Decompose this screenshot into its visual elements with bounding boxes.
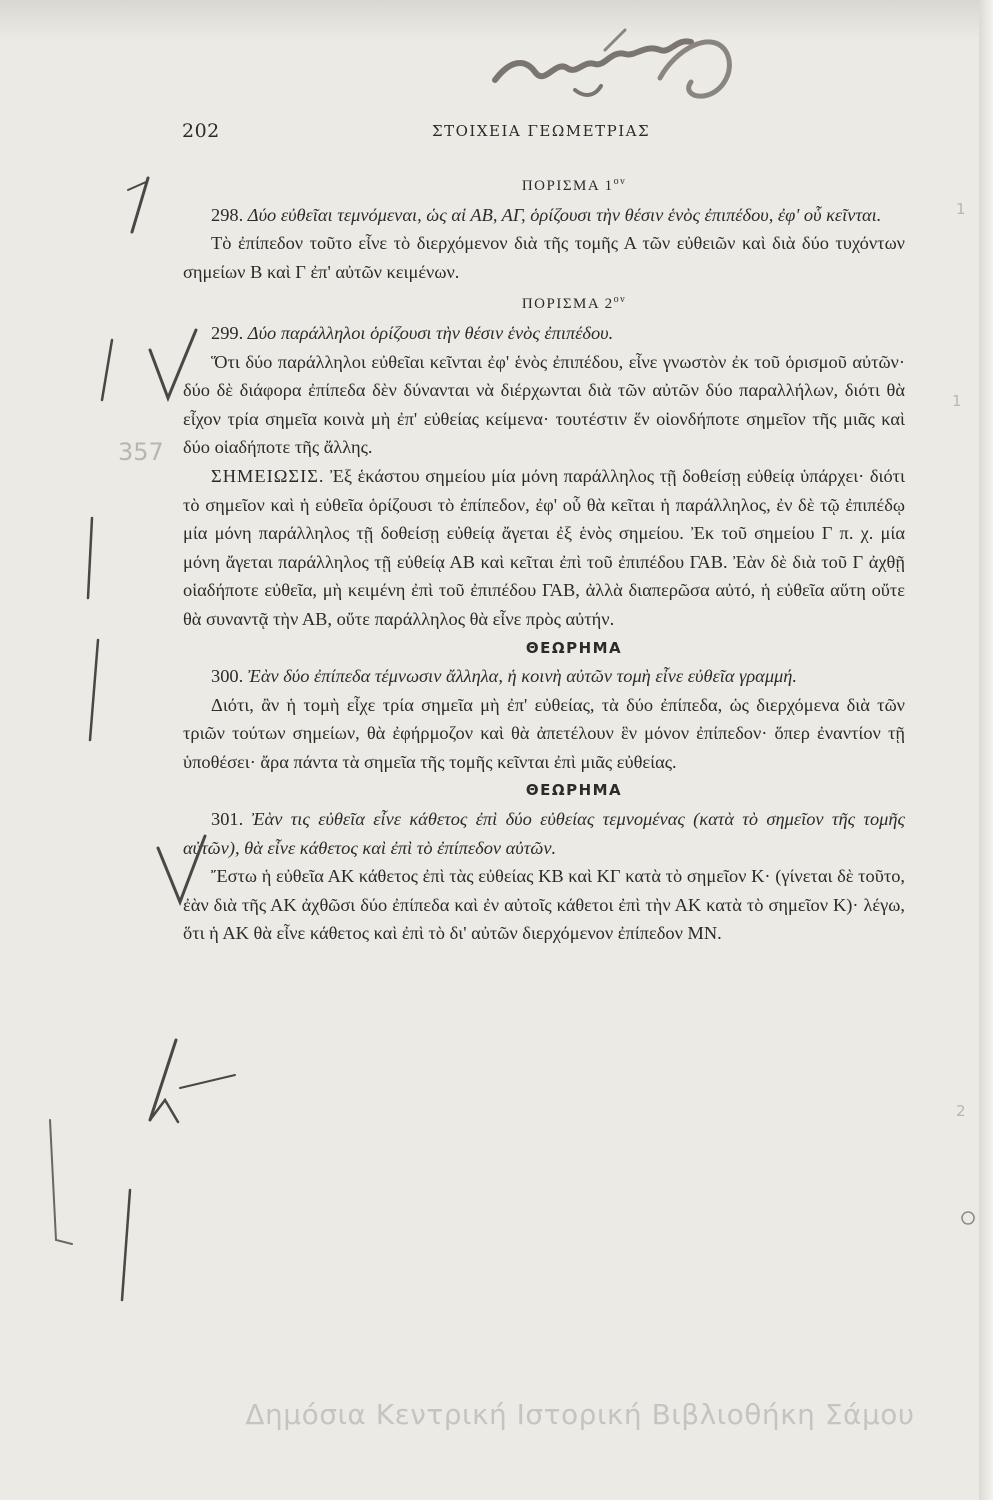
pencil-stroke bbox=[102, 340, 112, 400]
pencil-stroke bbox=[132, 178, 148, 232]
paragraph-299-statement: 299. Δύο παράλληλοι ὁρίζουσι τὴν θέσιν ἑνὸς ἐπιπέδου. bbox=[211, 322, 614, 343]
note-paragraph: ΣΗΜΕΙΩΣΙΣ. Ἐξ ἑκάστου σημείου μία μόνη παράλληλος τῇ δοθείσῃ εὐθείᾳ ὑπάρχει· διότι τὸ σημεῖον καὶ ἡ εὐθεῖα ὁρίζουσι τὸ ἐπίπεδον, ἐφ' οὗ θὰ κεῖται ἡ παράλληλος, ἐν δὲ τῷ ἐπιπέδῳ μία μόνη παράλληλος τῇ δοθείσῃ εὐθείᾳ ἄγεται ἐξ ἑνὸς σημείου. Ἐκ τοῦ σημείου Γ π. χ. μία μόνη ἄγεται παράλληλος τῇ εὐθείᾳ ΑΒ καὶ κεῖται ἐπὶ τοῦ ἐπιπέδου ΓΑΒ. Ἐὰν δὲ διὰ τοῦ Γ ἀχθῇ οἱαδήποτε εὐθεῖα, μὴ κειμένη ἐπὶ τοῦ ἐπιπέδου ΓΑΒ, ἀλλὰ διαπερῶσα αὐτό, ἡ εὐθεῖα αὕτη οὔτε θὰ συναντᾷ τὴν ΑΒ, οὔτε παράλληλος θὰ εἶνε πρὸς αὐτήν. bbox=[183, 465, 905, 629]
pencil-stroke bbox=[90, 640, 98, 740]
library-watermark: Δημόσια Κεντρική Ιστορική Βιβλιοθήκη Σάμου bbox=[245, 1398, 915, 1431]
porisma-2-heading: ΠΟΡΙΣΜΑ $2^{o\nu}$ bbox=[521, 294, 627, 313]
page-number: 202 bbox=[182, 120, 220, 142]
paragraph-300-body: Διότι, ἂν ἡ τομὴ εἶχε τρία σημεῖα μὴ ἐπ' εὐθείας, τὰ δύο ἐπίπεδα, ὡς διερχόμενα διὰ τῶν τριῶν τούτων σημείων, θὰ ἐφήρμοζον καὶ θὰ ἀπετέλουν ἓν μόνον ἐπίπεδον· ὅπερ ἐναντίον τῇ ὑποθέσει· ἄρα πάντα τὰ σημεῖα τῆς τομῆς κεῖνται ἐπὶ μιᾶς εὐθείας. bbox=[183, 694, 905, 772]
paragraph-298-body: Τὸ ἐπίπεδον τοῦτο εἶνε τὸ διερχόμενον διὰ τῆς τομῆς Α τῶν εὐθειῶν καὶ διὰ δύο τυχόντων σημείων Β καὶ Γ ἐπ' αὐτῶν κειμένων. bbox=[183, 233, 905, 282]
pencil-stroke bbox=[150, 1040, 176, 1120]
paragraph-299-body: Ὅτι δύο παράλληλοι εὐθεῖαι κεῖνται ἐφ' ἑνὸς ἐπιπέδου, εἶνε γνωστὸν ἐκ τοῦ ὁρισμοῦ αὐτῶν· δύο δὲ διάφορα ἐπίπεδα δὲν δύνανται νὰ διέρχωνται διὰ τῶν αὐτῶν δύο παραλλήλων, διότι θὰ εἶχον τρία σημεῖα κοινὰ μὴ ἐπ' εὐθείας κείμενα· τουτέστιν ἕν οἱονδήποτε σημεῖον τῆς μιᾶς καὶ δύο οἱαδήποτε τῆς ἄλλης. bbox=[183, 351, 905, 458]
pencil-stroke bbox=[122, 1190, 130, 1300]
pencil-stroke bbox=[962, 1212, 974, 1224]
paragraph-301-statement: 301. Ἐὰν τις εὐθεῖα εἶνε κάθετος ἐπὶ δύο εὐθείας τεμνομένας (κατὰ τὸ σημεῖον τῆς τομῆς αὐτῶν), θὰ εἶνε κάθετος καὶ ἐπὶ τὸ ἐπίπεδον αὐτῶν. bbox=[183, 809, 905, 858]
margin-note: 1 bbox=[956, 200, 966, 218]
margin-note: 357 bbox=[118, 438, 164, 466]
text-body bbox=[183, 168, 905, 948]
paragraph-298-statement: 298. Δύο εὐθεῖαι τεμνόμεναι, ὡς αἱ ΑΒ, ΑΓ, ὁρίζουσι τὴν θέσιν ἑνὸς ἐπιπέδου, ἐφ' οὗ κεῖνται. bbox=[211, 204, 882, 225]
paragraph-301-body: Ἔστω ἡ εὐθεῖα ΑΚ κάθετος ἐπὶ τὰς εὐθείας ΚΒ καὶ ΚΓ κατὰ τὸ σημεῖον Κ· (γίνεται δὲ τοῦτο, ἐὰν διὰ τῆς ΑΚ ἀχθῶσι δύο ἐπίπεδα καὶ ἐν αὐτοῖς κάθετοι ἐπὶ τὴν ΑΚ κατὰ τὸ σημεῖον Κ)· λέγω, ὅτι ἡ ΑΚ θὰ εἶνε κάθετος καὶ ἐπὶ τὸ δι' αὐτῶν διερχόμενον ἐπίπεδον ΜΝ. bbox=[183, 866, 905, 944]
pencil-stroke bbox=[180, 1075, 235, 1088]
running-header bbox=[0, 120, 993, 150]
theorem-300-heading: ΘΕΩΡΗΜΑ bbox=[525, 638, 623, 657]
page-title: ΣΤΟΙΧΕΙΑ ΓΕΩΜΕΤΡΙΑΣ bbox=[432, 122, 651, 140]
porisma-1-heading: ΠΟΡΙΣΜΑ $1^{o\nu}$ bbox=[521, 176, 627, 194]
pencil-stroke bbox=[88, 518, 92, 598]
margin-note: 2 bbox=[956, 1102, 966, 1120]
pencil-stroke bbox=[128, 182, 146, 190]
theorem-301-heading: ΘΕΩΡΗΜΑ bbox=[525, 781, 623, 800]
page-edge bbox=[979, 0, 993, 1500]
bracket-stroke bbox=[50, 1120, 72, 1244]
paragraph-300-statement: 300. Ἐὰν δύο ἐπίπεδα τέμνωσιν ἄλληλα, ἡ κοινὴ αὐτῶν τομὴ εἶνε εὐθεῖα γραμμή. bbox=[211, 666, 798, 687]
pencil-stroke bbox=[150, 1100, 178, 1122]
margin-note: 1 bbox=[952, 392, 962, 410]
handwritten-signature bbox=[455, 20, 755, 130]
